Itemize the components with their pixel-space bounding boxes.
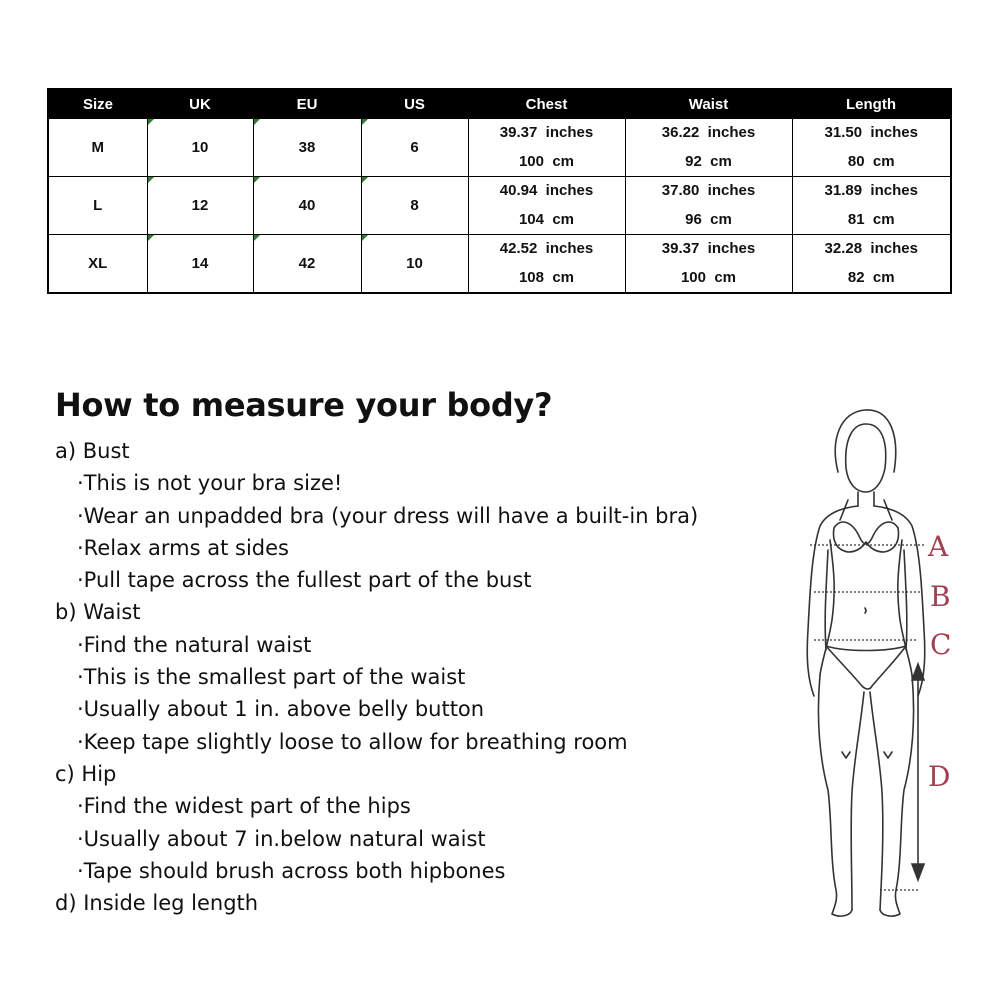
section-heading-waist: b) Waist (55, 600, 141, 625)
list-item: ·Usually about 7 in.below natural waist (77, 826, 486, 851)
length-inches: 31.89 inches (824, 182, 918, 199)
cell-eu: 40 (253, 177, 361, 235)
cell-length (792, 177, 951, 235)
header-length: Length (792, 89, 951, 119)
length-cm: 82 cm (847, 269, 895, 286)
chest-cm: 108 cm (518, 269, 575, 286)
header-us: US (361, 89, 468, 119)
waist-inches: 37.80 inches (661, 182, 756, 199)
length-cm: 81 cm (847, 211, 895, 228)
waist-inches: 39.37 inches (661, 240, 756, 257)
header-eu: EU (253, 89, 361, 119)
cell-waist (625, 177, 792, 235)
waist-cm: 96 cm (685, 211, 732, 228)
list-item: ·Find the widest part of the hips (77, 794, 411, 819)
header-size: Size (48, 89, 147, 119)
guide-list (55, 435, 795, 919)
cell-us: 8 (361, 177, 468, 235)
cell-uk: 14 (147, 235, 253, 294)
cell-eu: 38 (253, 119, 361, 177)
header-chest: Chest (468, 89, 625, 119)
cell-eu: 42 (253, 235, 361, 294)
label-b: B (930, 580, 951, 613)
size-chart-table (47, 88, 952, 294)
section-heading-hip: c) Hip (55, 761, 117, 786)
header-uk: UK (147, 89, 253, 119)
measuring-guide (55, 385, 795, 919)
cell-chest (468, 235, 625, 294)
list-item: ·This is the smallest part of the waist (77, 665, 466, 690)
waist-cm: 100 cm (680, 269, 737, 286)
cell-uk: 12 (147, 177, 253, 235)
guide-title: How to measure your body? (55, 386, 553, 424)
table-row (48, 177, 951, 235)
list-item: ·Find the natural waist (77, 632, 312, 657)
chest-inches: 39.37 inches (499, 124, 594, 141)
list-item: ·This is not your bra size! (77, 471, 343, 496)
header-waist: Waist (625, 89, 792, 119)
length-inches: 32.28 inches (824, 240, 918, 257)
section-heading-bust: a) Bust (55, 439, 130, 463)
body-measurement-figure (790, 400, 970, 930)
list-item: ·Keep tape slightly loose to allow for breathing room (77, 729, 628, 754)
cell-waist (625, 235, 792, 294)
list-item: ·Tape should brush across both hipbones (77, 858, 506, 883)
cell-us: 10 (361, 235, 468, 294)
waist-inches: 36.22 inches (661, 124, 756, 141)
length-cm: 80 cm (847, 153, 895, 170)
list-item: ·Pull tape across the fullest part of the bust (77, 568, 532, 593)
cell-waist (625, 119, 792, 177)
label-d: D (928, 760, 951, 793)
list-item: ·Relax arms at sides (77, 535, 289, 560)
waist-cm: 92 cm (685, 153, 732, 170)
cell-size: M (48, 119, 147, 177)
chest-inches: 42.52 inches (499, 240, 594, 257)
table-row (48, 235, 951, 294)
table-header-row (48, 89, 951, 119)
cell-us: 6 (361, 119, 468, 177)
cell-chest (468, 177, 625, 235)
cell-length (792, 119, 951, 177)
length-inches: 31.50 inches (824, 124, 918, 141)
cell-size: L (48, 177, 147, 235)
label-c: C (930, 628, 952, 661)
list-item: ·Usually about 1 in. above belly button (77, 697, 485, 722)
section-heading-inside-leg: d) Inside leg length (55, 891, 259, 916)
list-item: ·Wear an unpadded bra (your dress will have a built-in bra) (77, 503, 699, 528)
chest-cm: 100 cm (518, 153, 575, 170)
chest-inches: 40.94 inches (499, 182, 594, 199)
cell-chest (468, 119, 625, 177)
cell-uk: 10 (147, 119, 253, 177)
label-a: A (928, 530, 949, 563)
chest-cm: 104 cm (518, 211, 575, 228)
cell-length (792, 235, 951, 294)
table-row (48, 119, 951, 177)
body-outline (807, 410, 925, 916)
cell-size: XL (48, 235, 147, 294)
